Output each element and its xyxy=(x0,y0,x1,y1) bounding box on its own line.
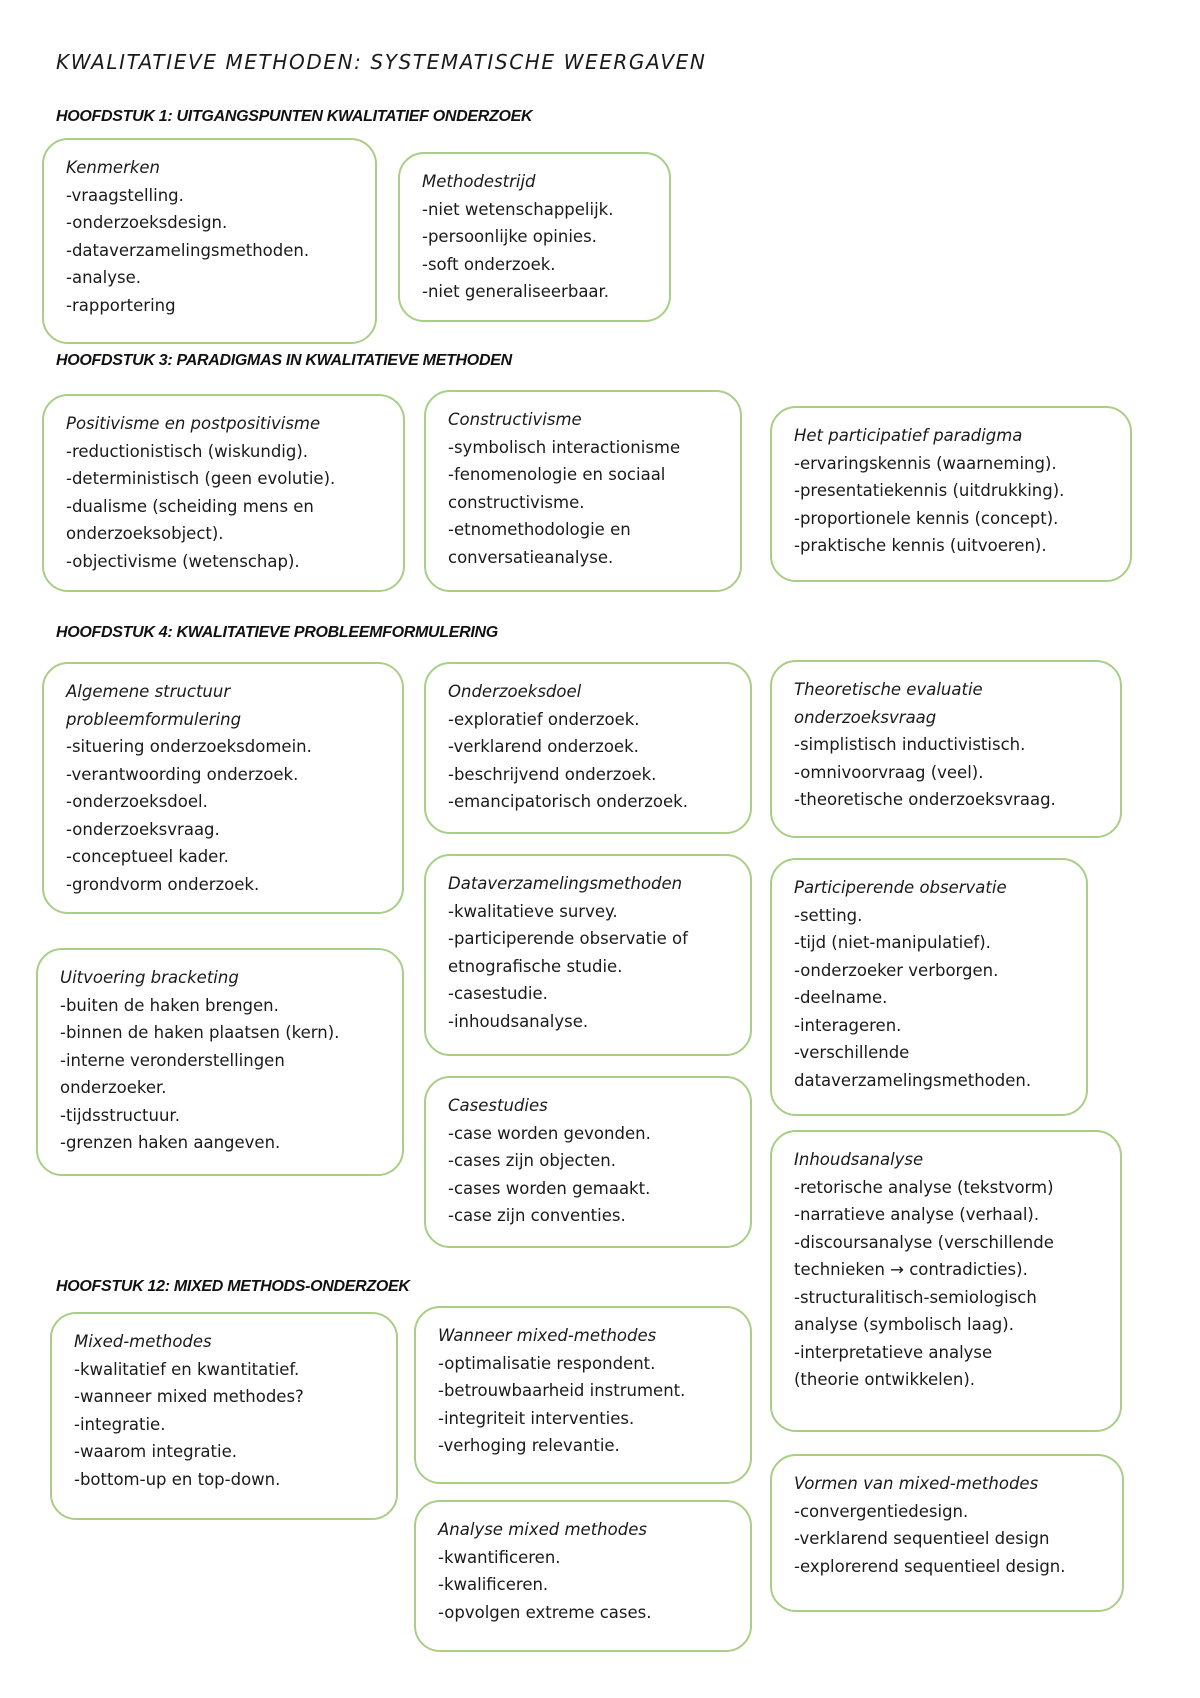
box-line: -kwalificeren. xyxy=(438,1575,549,1594)
box-line: -beschrijvend onderzoek. xyxy=(448,764,657,784)
box-line: -dualisme (scheiding mens en xyxy=(66,496,314,516)
box-line: -case worden gevonden. xyxy=(448,1123,651,1143)
box-line: -omnivoorvraag (veel). xyxy=(794,762,984,782)
box-line: -interne veronderstellingen xyxy=(60,1050,285,1070)
box-line: -presentatiekennis (uitdrukking). xyxy=(794,481,1065,500)
box-line: -emancipatorisch onderzoek. xyxy=(448,792,688,811)
box-heading: onderzoeksvraag xyxy=(794,707,937,727)
box-line: -verklarend sequentieel design xyxy=(794,1529,1050,1548)
box-theoretische-evaluatie xyxy=(770,660,1122,838)
box-heading: Mixed-methodes xyxy=(74,1332,212,1351)
box-line: -tijd (niet-manipulatief). xyxy=(794,933,991,952)
box-line: -niet wetenschappelijk. xyxy=(422,199,614,219)
box-line: -integriteit interventies. xyxy=(438,1408,635,1428)
box-line: -situering onderzoeksdomein. xyxy=(66,737,312,756)
box-line: -verantwoording onderzoek. xyxy=(66,764,299,784)
box-line: -proportionele kennis (concept). xyxy=(794,508,1059,528)
box-line: -theoretische onderzoeksvraag. xyxy=(794,790,1056,809)
box-participatief-paradigma xyxy=(770,406,1132,582)
box-line: -onderzoeksvraag. xyxy=(66,819,220,839)
chapter-12-heading: HOOFSTUK 12: MIXED METHODS-ONDERZOEK xyxy=(56,1278,410,1295)
box-line: -ervaringskennis (waarneming). xyxy=(794,453,1057,473)
box-inhoudsanalyse xyxy=(770,1130,1122,1432)
box-line: -waarom integratie. xyxy=(74,1442,237,1461)
box-line: -soft onderzoek. xyxy=(422,254,556,274)
box-line: -exploratief onderzoek. xyxy=(448,709,640,729)
box-constructivisme xyxy=(424,390,742,592)
box-line: -onderzoeksdoel. xyxy=(66,792,208,811)
box-line: -grondvorm onderzoek. xyxy=(66,874,260,894)
box-heading: Het participatief paradigma xyxy=(794,426,1023,445)
box-mixed-methodes xyxy=(50,1312,398,1520)
box-heading: probleemformulering xyxy=(66,709,242,729)
box-line: -kwalitatieve survey. xyxy=(448,901,618,921)
box-heading: Analyse mixed methodes xyxy=(438,1520,647,1539)
box-line: -binnen de haken plaatsen (kern). xyxy=(60,1023,340,1042)
box-line: -cases zijn objecten. xyxy=(448,1151,616,1170)
box-line: -inhoudsanalyse. xyxy=(448,1011,589,1031)
chapter-1-heading: HOOFDSTUK 1: UITGANGSPUNTEN KWALITATIEF ONDERZOEK xyxy=(56,108,533,125)
box-participerende-observatie xyxy=(770,858,1088,1116)
chapter-4-heading: HOOFDSTUK 4: KWALITATIEVE PROBLEEMFORMULERING xyxy=(56,624,498,641)
box-line: -conceptueel kader. xyxy=(66,847,229,866)
box-positivisme xyxy=(42,394,405,592)
box-heading: Casestudies xyxy=(448,1096,548,1115)
box-line: -explorerend sequentieel design. xyxy=(794,1556,1066,1576)
box-line: -onderzoeker verborgen. xyxy=(794,960,999,980)
box-line: -wanneer mixed methodes? xyxy=(74,1387,304,1406)
box-line: -setting. xyxy=(794,905,863,925)
box-line: -verschillende xyxy=(794,1043,910,1062)
box-heading: Methodestrijd xyxy=(422,172,536,191)
box-heading: Inhoudsanalyse xyxy=(794,1150,924,1169)
box-line: -structuralitisch-semiologisch xyxy=(794,1287,1037,1307)
box-line: -persoonlijke opinies. xyxy=(422,227,597,246)
box-heading: Uitvoering bracketing xyxy=(60,968,239,987)
box-heading: Kenmerken xyxy=(66,158,161,177)
box-line: -dataverzamelingsmethoden. xyxy=(66,240,310,260)
box-vormen-mixed-methodes xyxy=(770,1454,1124,1612)
box-line: -interpretatieve analyse xyxy=(794,1342,993,1362)
box-onderzoeksdoel xyxy=(424,662,752,834)
box-line: -convergentiedesign. xyxy=(794,1501,969,1521)
box-heading: Wanneer mixed-methodes xyxy=(438,1326,657,1345)
box-line: onderzoeksobject). xyxy=(66,524,224,543)
box-line: -grenzen haken aangeven. xyxy=(60,1133,281,1152)
box-line: -objectivisme (wetenschap). xyxy=(66,551,300,571)
box-line: -bottom-up en top-down. xyxy=(74,1469,281,1489)
box-heading: Participerende observatie xyxy=(794,878,1007,897)
box-line: -simplistisch inductivistisch. xyxy=(794,735,1026,754)
box-line: dataverzamelingsmethoden. xyxy=(794,1070,1032,1090)
box-line: -buiten de haken brengen. xyxy=(60,995,279,1015)
box-kenmerken xyxy=(42,138,377,344)
box-line: onderzoeker. xyxy=(60,1078,167,1097)
box-line: -participerende observatie of xyxy=(448,929,688,948)
box-line: -kwantificeren. xyxy=(438,1547,561,1567)
box-line: -symbolisch interactionisme xyxy=(448,437,681,457)
box-line: -reductionistisch (wiskundig). xyxy=(66,441,309,461)
box-heading: Constructivisme xyxy=(448,410,582,429)
box-line: -etnomethodologie en xyxy=(448,520,631,539)
box-line: -optimalisatie respondent. xyxy=(438,1353,656,1373)
box-heading: Algemene structuur xyxy=(66,682,231,701)
box-line: -verklarend onderzoek. xyxy=(448,737,639,756)
box-line: -verhoging relevantie. xyxy=(438,1436,620,1455)
box-heading: Theoretische evaluatie xyxy=(794,680,983,699)
box-line: -niet generaliseerbaar. xyxy=(422,282,610,301)
box-line: -interageren. xyxy=(794,1015,902,1035)
box-line: constructivisme. xyxy=(448,492,585,512)
box-line: -analyse. xyxy=(66,268,141,287)
box-line: -casestudie. xyxy=(448,984,548,1003)
page-title: KWALITATIEVE METHODEN: SYSTEMATISCHE WEERGAVEN xyxy=(56,50,707,74)
box-heading: Onderzoeksdoel xyxy=(448,682,582,701)
box-uitvoering-bracketing xyxy=(36,948,404,1176)
box-line: -betrouwbaarheid instrument. xyxy=(438,1381,686,1400)
box-line: -retorische analyse (tekstvorm) xyxy=(794,1177,1054,1197)
box-line: -case zijn conventies. xyxy=(448,1206,626,1225)
box-heading: Dataverzamelingsmethoden xyxy=(448,874,683,893)
box-line: -praktische kennis (uitvoeren). xyxy=(794,536,1047,555)
box-line: technieken → contradicties). xyxy=(794,1260,1028,1279)
box-line: -integratie. xyxy=(74,1414,166,1434)
box-analyse-mixed-methodes xyxy=(414,1500,752,1652)
box-line: -fenomenologie en sociaal xyxy=(448,465,666,484)
box-line: -deterministisch (geen evolutie). xyxy=(66,469,336,488)
box-wanneer-mixed-methodes xyxy=(414,1306,752,1484)
box-line: -cases worden gemaakt. xyxy=(448,1178,651,1198)
box-line: analyse (symbolisch laag). xyxy=(794,1315,1014,1334)
box-line: conversatieanalyse. xyxy=(448,547,614,567)
box-line: -rapportering xyxy=(66,295,176,315)
box-heading: Positivisme en postpositivisme xyxy=(66,414,321,433)
box-methodestrijd xyxy=(398,152,671,322)
box-line: -opvolgen extreme cases. xyxy=(438,1602,652,1622)
box-line: -vraagstelling. xyxy=(66,185,184,205)
box-line: -tijdsstructuur. xyxy=(60,1105,180,1125)
box-line: -onderzoeksdesign. xyxy=(66,213,228,232)
chapter-3-heading: HOOFDSTUK 3: PARADIGMAS IN KWALITATIEVE METHODEN xyxy=(56,352,512,369)
box-heading: Vormen van mixed-methodes xyxy=(794,1474,1039,1493)
box-casestudies xyxy=(424,1076,752,1248)
box-line: -deelname. xyxy=(794,988,888,1007)
box-line: etnografische studie. xyxy=(448,956,623,976)
box-algemene-structuur xyxy=(42,662,404,914)
box-line: -kwalitatief en kwantitatief. xyxy=(74,1359,300,1379)
box-line: (theorie ontwikkelen). xyxy=(794,1370,976,1389)
box-dataverzamelingsmethoden xyxy=(424,854,752,1056)
box-line: -narratieve analyse (verhaal). xyxy=(794,1205,1040,1224)
box-line: -discoursanalyse (verschillende xyxy=(794,1232,1054,1252)
